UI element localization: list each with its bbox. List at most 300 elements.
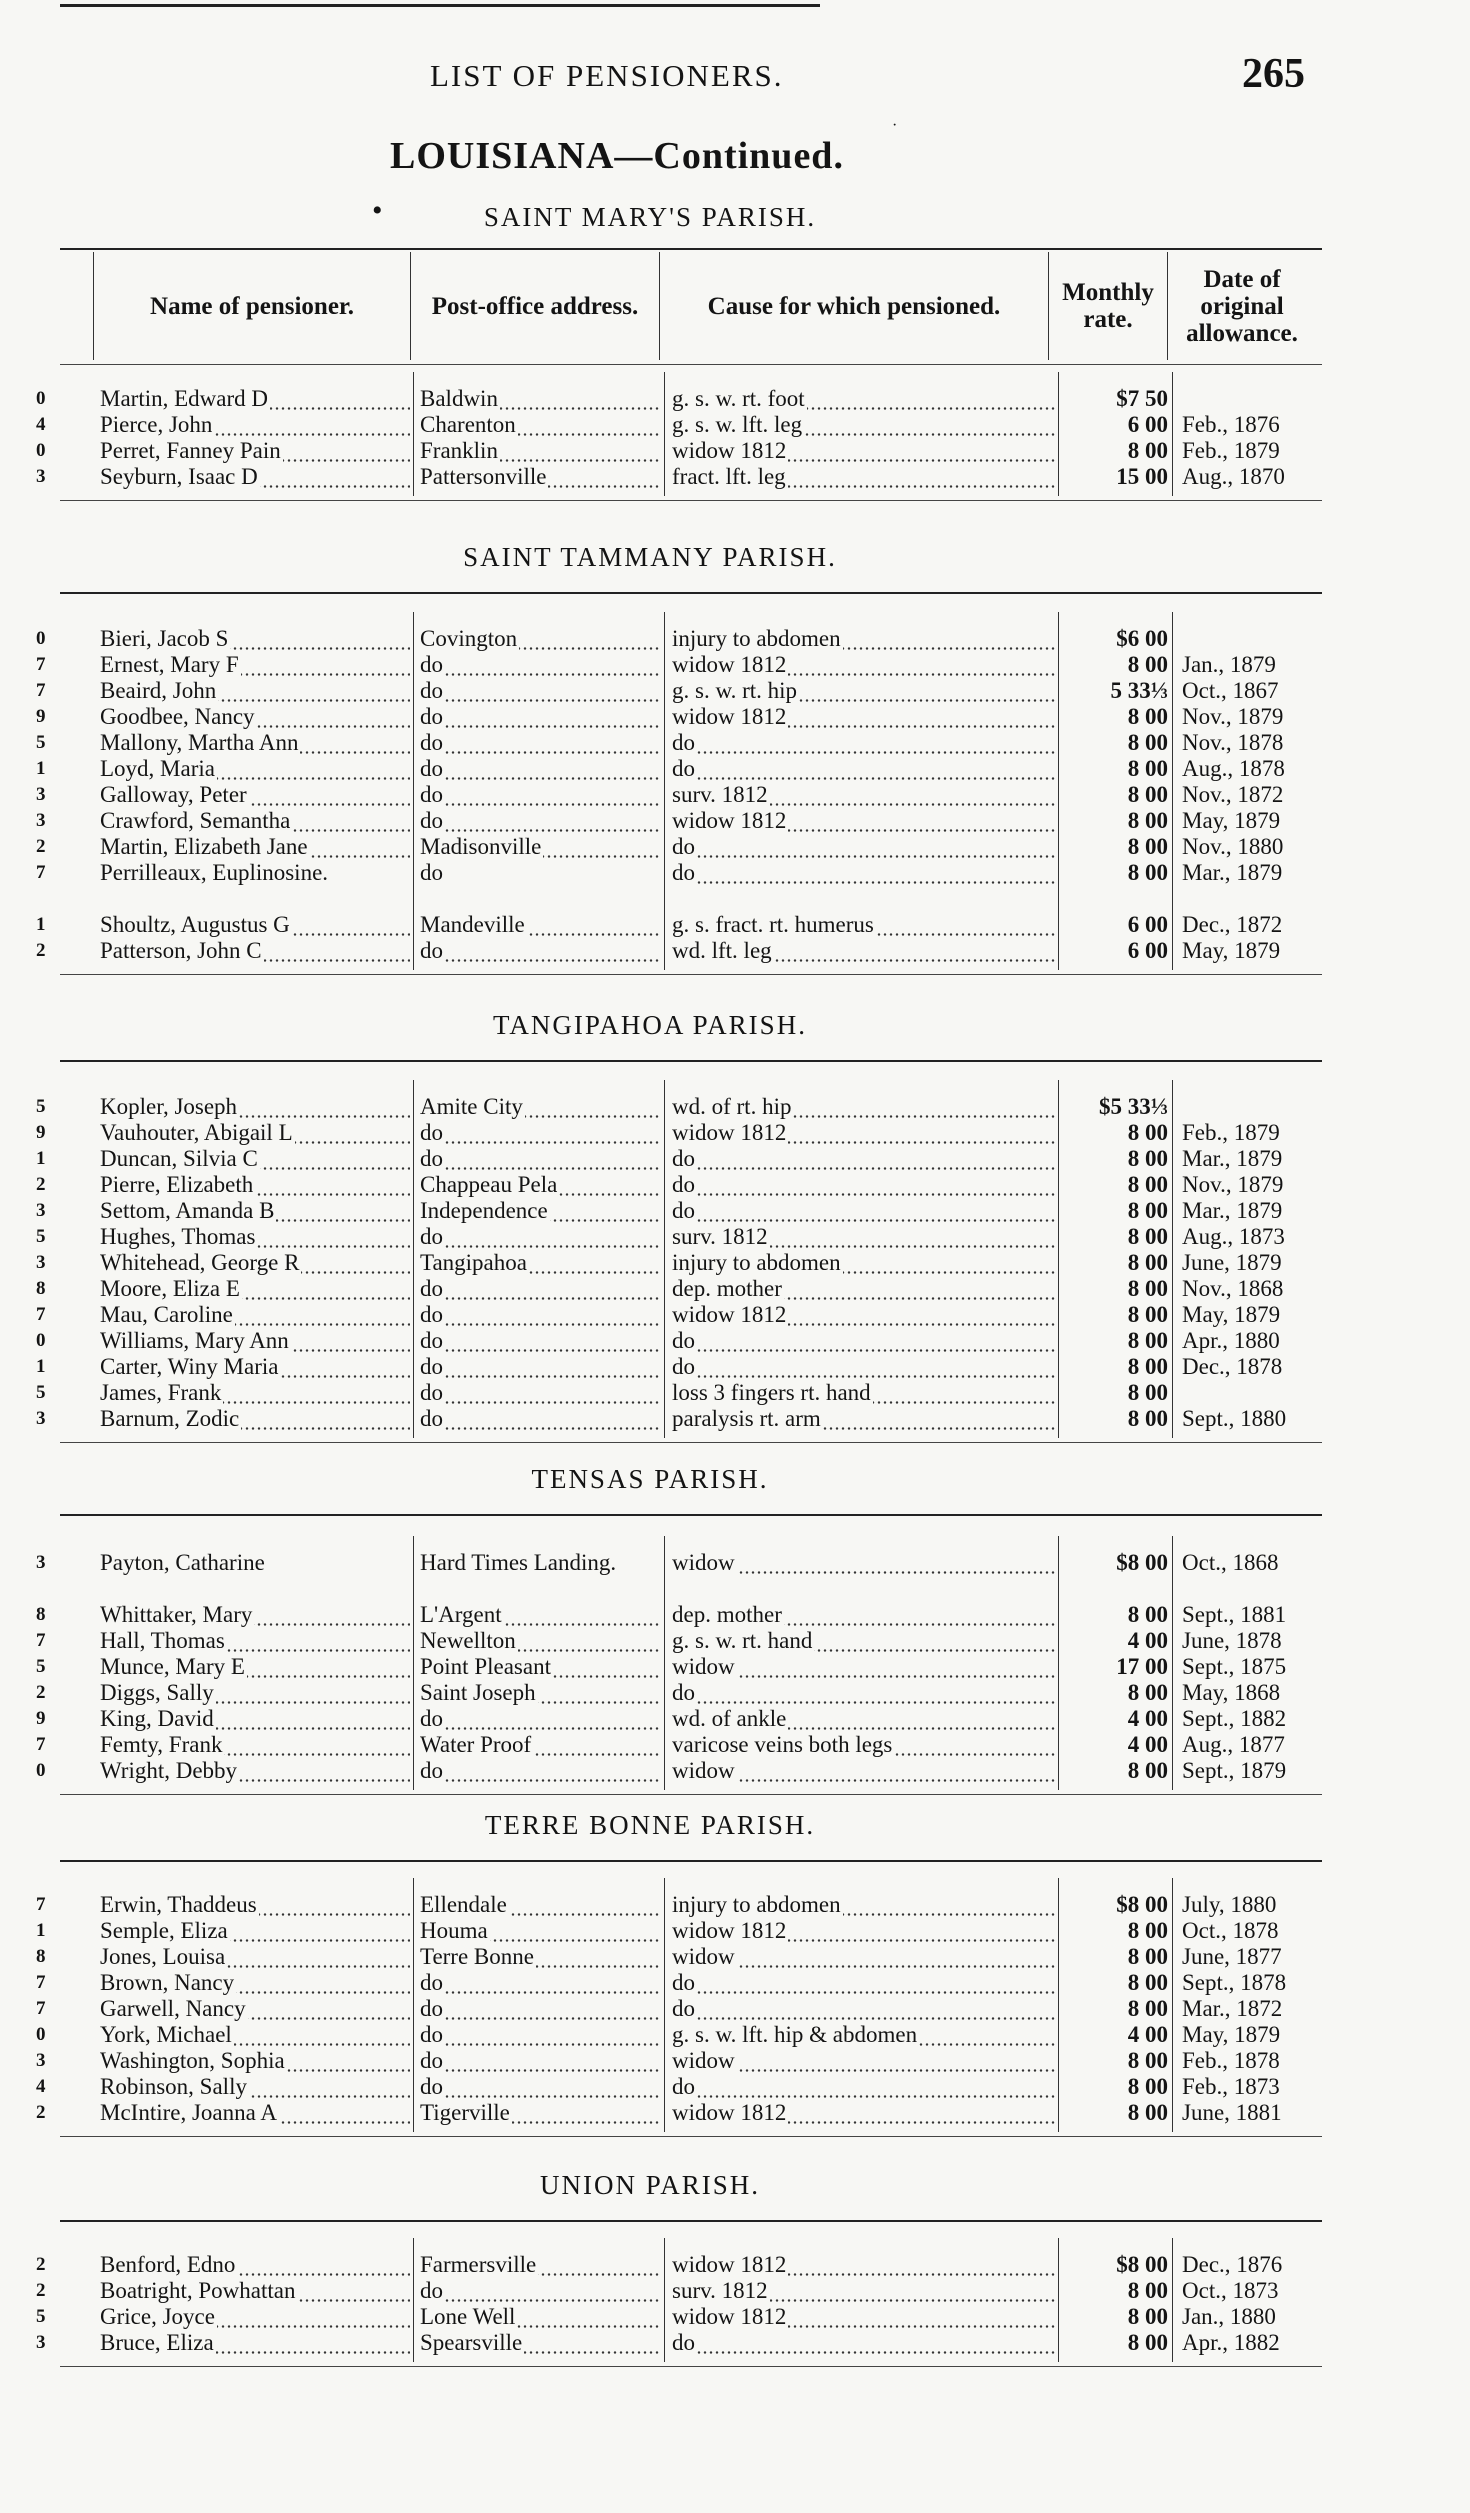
pensioner-name-text: Hughes, Thomas [100, 1224, 256, 1249]
post-office-text: Amite City [420, 1094, 523, 1119]
allowance-date-text: June, 1879 [1182, 1250, 1282, 1275]
post-office-text: Baldwin [420, 386, 498, 411]
post-office [420, 1302, 660, 1328]
monthly-rate-text: 6 00 [1127, 938, 1168, 963]
allowance-date [1182, 912, 1332, 938]
column-divider [413, 372, 414, 496]
entry-number [36, 412, 60, 438]
monthly-rate [1060, 1380, 1168, 1406]
table-row [0, 2022, 1340, 2048]
table-row [0, 1918, 1340, 1944]
pension-cause-text: dep. mother [672, 1602, 782, 1627]
allowance-date-text: June, 1878 [1182, 1628, 1282, 1653]
entry-number [36, 1758, 60, 1784]
monthly-rate [1060, 1970, 1168, 1996]
entry-number-text: 3 [36, 2332, 46, 2353]
post-office [420, 1758, 660, 1784]
allowance-date [1182, 2074, 1332, 2100]
pension-cause [672, 678, 1057, 704]
allowance-date [1182, 1120, 1332, 1146]
table-row [0, 1120, 1340, 1146]
post-office [420, 730, 660, 756]
pensioner-name [100, 1224, 410, 1250]
monthly-rate [1060, 1406, 1168, 1432]
post-office-text: Point Pleasant [420, 1654, 551, 1679]
monthly-rate [1060, 626, 1168, 652]
pension-cause [672, 2100, 1057, 2126]
post-office-text: do [420, 1380, 443, 1405]
post-office-text: do [420, 704, 443, 729]
column-divider [413, 612, 414, 970]
pensioner-name-text: Payton, Catharine [100, 1550, 265, 1575]
monthly-rate-text: 8 00 [1127, 834, 1168, 859]
entry-number-text: 3 [36, 1252, 46, 1273]
entry-number-text: 2 [36, 940, 46, 961]
entry-number [36, 1654, 60, 1680]
post-office [420, 2074, 660, 2100]
monthly-rate-text: 8 00 [1127, 1680, 1168, 1705]
allowance-date [1182, 1224, 1332, 1250]
entry-number-text: 0 [36, 1760, 46, 1781]
entry-number [36, 860, 60, 886]
post-office [420, 386, 660, 412]
table-row [0, 2278, 1340, 2304]
entry-number-text: 2 [36, 2280, 46, 2301]
post-office-text: do [420, 652, 443, 677]
pension-cause [672, 1970, 1057, 1996]
pensioner-name-text: Williams, Mary Ann [100, 1328, 289, 1353]
monthly-rate [1060, 1224, 1168, 1250]
monthly-rate [1060, 1602, 1168, 1628]
table-row [0, 1328, 1340, 1354]
entry-number-text: 5 [36, 1096, 46, 1117]
pension-cause-text: g. s. w. rt. hip [672, 678, 798, 703]
post-office [420, 2252, 660, 2278]
entry-number-text: 1 [36, 1920, 46, 1941]
allowance-date-text: Nov., 1868 [1182, 1276, 1284, 1301]
section-top-rule [60, 1060, 1322, 1062]
table-row [0, 1892, 1340, 1918]
post-office [420, 1328, 660, 1354]
pensioner-name [100, 438, 410, 464]
entry-number [36, 1406, 60, 1432]
table-row [0, 1224, 1340, 1250]
allowance-date [1182, 1996, 1332, 2022]
monthly-rate [1060, 704, 1168, 730]
pensioner-name [100, 626, 410, 652]
entry-number-text: 3 [36, 784, 46, 805]
pension-cause [672, 860, 1057, 886]
pensioner-name [100, 1380, 410, 1406]
column-divider [664, 1536, 665, 1790]
pension-cause [672, 1120, 1057, 1146]
monthly-rate [1060, 1250, 1168, 1276]
table-row [0, 912, 1340, 938]
post-office-text: do [420, 1758, 443, 1783]
table-row [0, 1094, 1340, 1120]
pension-cause-text: injury to abdomen [672, 1250, 841, 1275]
column-divider [1058, 372, 1059, 496]
post-office [420, 2330, 660, 2356]
monthly-rate [1060, 938, 1168, 964]
pension-cause [672, 1602, 1057, 1628]
allowance-date-text: Jan., 1880 [1182, 2304, 1276, 2329]
table-row [0, 386, 1340, 412]
entry-number [36, 808, 60, 834]
allowance-date [1182, 2278, 1332, 2304]
post-office-text: do [420, 860, 443, 885]
post-office-text: do [420, 938, 443, 963]
post-office-text: do [420, 1276, 443, 1301]
pensioner-name [100, 1758, 410, 1784]
table-row [0, 1996, 1340, 2022]
allowance-date-text: Feb., 1873 [1182, 2074, 1280, 2099]
pension-cause-text: do [672, 1996, 695, 2021]
entry-number [36, 2074, 60, 2100]
pensioner-name-text: Duncan, Silvia C [100, 1146, 258, 1171]
allowance-date [1182, 1892, 1332, 1918]
allowance-date-text: Aug., 1878 [1182, 756, 1285, 781]
table-row [0, 1380, 1340, 1406]
post-office [420, 808, 660, 834]
entry-number [36, 1354, 60, 1380]
table-row [0, 2074, 1340, 2100]
monthly-rate-text: $8 00 [1116, 1550, 1168, 1575]
pension-cause-text: widow 1812 [672, 438, 787, 463]
monthly-rate [1060, 412, 1168, 438]
entry-number-text: 0 [36, 2024, 46, 2045]
pension-cause-text: widow 1812 [672, 1120, 787, 1145]
pensioner-name-text: Patterson, John C [100, 938, 262, 963]
post-office-text: Covington [420, 626, 518, 651]
entry-number [36, 1732, 60, 1758]
post-office [420, 1944, 660, 1970]
post-office [420, 2304, 660, 2330]
pension-cause [672, 1892, 1057, 1918]
entry-number-text: 3 [36, 1200, 46, 1221]
post-office-text: do [420, 1146, 443, 1171]
entry-number-text: 7 [36, 1998, 46, 2019]
monthly-rate [1060, 1302, 1168, 1328]
allowance-date [1182, 1354, 1332, 1380]
monthly-rate-text: 8 00 [1127, 704, 1168, 729]
post-office [420, 2100, 660, 2126]
section-bottom-rule [60, 974, 1322, 975]
monthly-rate-text: $5 33⅓ [1099, 1094, 1168, 1119]
entry-number-text: 9 [36, 706, 46, 727]
pension-cause [672, 1996, 1057, 2022]
monthly-rate [1060, 1680, 1168, 1706]
entry-number [36, 2278, 60, 2304]
monthly-rate-text: 8 00 [1127, 1758, 1168, 1783]
entry-number [36, 1172, 60, 1198]
pension-cause-text: fract. lft. leg [672, 464, 786, 489]
post-office-text: do [420, 1120, 443, 1145]
monthly-rate-text: 8 00 [1127, 1250, 1168, 1275]
allowance-date [1182, 1918, 1332, 1944]
allowance-date [1182, 2100, 1332, 2126]
monthly-rate-text: $6 00 [1116, 626, 1168, 651]
monthly-rate [1060, 1892, 1168, 1918]
table-row [0, 412, 1340, 438]
table-row [0, 2330, 1340, 2356]
header-top-rule [60, 248, 1322, 250]
allowance-date-text: Oct., 1878 [1182, 1918, 1279, 1943]
pensioner-name-text: Washington, Sophia [100, 2048, 285, 2073]
monthly-rate-text: 8 00 [1127, 1944, 1168, 1969]
allowance-date-text: Sept., 1881 [1182, 1602, 1287, 1627]
column-divider [1172, 1536, 1173, 1790]
entry-number [36, 652, 60, 678]
pension-cause [672, 1732, 1057, 1758]
pensioner-name [100, 412, 410, 438]
allowance-date-text: Nov., 1879 [1182, 1172, 1284, 1197]
allowance-date [1182, 2252, 1332, 2278]
column-divider [1172, 612, 1173, 970]
pensioner-name [100, 1198, 410, 1224]
entry-number-text: 3 [36, 1408, 46, 1429]
pension-cause [672, 1706, 1057, 1732]
post-office-text: Mandeville [420, 912, 525, 937]
pensioner-name-text: Brown, Nancy [100, 1970, 235, 1995]
column-divider [1058, 612, 1059, 970]
column-divider [1172, 372, 1173, 496]
entry-number [36, 2252, 60, 2278]
pensioner-name-text: Erwin, Thaddeus [100, 1892, 257, 1917]
post-office [420, 464, 660, 490]
table-row [0, 678, 1340, 704]
post-office-text: Ellendale [420, 1892, 507, 1917]
allowance-date [1182, 1758, 1332, 1784]
state-title: LOUISIANA—Continued. [390, 135, 844, 177]
pension-cause-text: do [672, 1328, 695, 1353]
parish-title: TERRE BONNE PARISH. [484, 1810, 816, 1840]
pension-cause-text: widow [672, 2048, 735, 2073]
monthly-rate-text: 8 00 [1127, 1970, 1168, 1995]
pension-cause-text: do [672, 1354, 695, 1379]
allowance-date-text: Aug., 1870 [1182, 464, 1285, 489]
allowance-date [1182, 1146, 1332, 1172]
table-row [0, 1602, 1340, 1628]
pension-cause-text: surv. 1812 [672, 1224, 768, 1249]
pensioner-name-text: Bruce, Eliza [100, 2330, 214, 2355]
entry-number-text: 5 [36, 1656, 46, 1677]
monthly-rate-text: 8 00 [1127, 1328, 1168, 1353]
section-bottom-rule [60, 500, 1322, 501]
monthly-rate-text: 8 00 [1127, 2278, 1168, 2303]
pension-cause [672, 1628, 1057, 1654]
monthly-rate-text: 8 00 [1127, 2100, 1168, 2125]
allowance-date [1182, 1276, 1332, 1302]
pension-cause-text: widow 1812 [672, 1918, 787, 1943]
post-office-text: do [420, 2074, 443, 2099]
pension-cause [672, 1224, 1057, 1250]
entry-number [36, 1628, 60, 1654]
allowance-date-text: Jan., 1879 [1182, 652, 1276, 677]
column-divider [413, 1080, 414, 1438]
entry-number-text: 8 [36, 1278, 46, 1299]
allowance-date-text: May, 1879 [1182, 2022, 1281, 2047]
column-divider [1058, 1080, 1059, 1438]
pensioner-name-text: Beaird, John [100, 678, 217, 703]
pensioner-name [100, 1892, 410, 1918]
table-row [0, 1302, 1340, 1328]
post-office-text: do [420, 782, 443, 807]
allowance-date-text: June, 1877 [1182, 1944, 1282, 1969]
entry-number [36, 1680, 60, 1706]
pensioner-name-text: Ernest, Mary F [100, 652, 239, 677]
pension-cause [672, 912, 1057, 938]
monthly-rate-text: 8 00 [1127, 1224, 1168, 1249]
pensioner-name-text: Grice, Joyce [100, 2304, 215, 2329]
entry-number [36, 1328, 60, 1354]
entry-number [36, 730, 60, 756]
allowance-date-text: Dec., 1876 [1182, 2252, 1283, 2277]
pensioner-name [100, 1550, 410, 1602]
table-row [0, 1758, 1340, 1784]
allowance-date [1182, 1198, 1332, 1224]
allowance-date-text: Mar., 1879 [1182, 1198, 1283, 1223]
pension-cause-text: surv. 1812 [672, 782, 768, 807]
entry-number-text: 9 [36, 1122, 46, 1143]
post-office-text: Chappeau Pela [420, 1172, 558, 1197]
post-office [420, 1094, 660, 1120]
entry-number-text: 1 [36, 1148, 46, 1169]
entry-number-text: 1 [36, 914, 46, 935]
table-row [0, 1654, 1340, 1680]
post-office [420, 1224, 660, 1250]
monthly-rate [1060, 1996, 1168, 2022]
post-office-text: do [420, 808, 443, 833]
entry-number-text: 1 [36, 1356, 46, 1377]
parish-rows [0, 626, 1340, 964]
entry-number-text: 3 [36, 466, 46, 487]
allowance-date [1182, 1970, 1332, 1996]
monthly-rate [1060, 1146, 1168, 1172]
pension-cause [672, 2330, 1057, 2356]
pensioner-name [100, 860, 410, 912]
entry-number-text: 0 [36, 628, 46, 649]
pensioner-name [100, 1918, 410, 1944]
parish-rows [0, 2252, 1340, 2356]
pensioner-name [100, 1120, 410, 1146]
pensioner-name-text: Wright, Debby [100, 1758, 238, 1783]
pensioner-name [100, 1302, 410, 1328]
post-office [420, 2022, 660, 2048]
pensioner-name-text: Perret, Fanney Pain [100, 438, 281, 463]
post-office [420, 652, 660, 678]
monthly-rate-text: 8 00 [1127, 1146, 1168, 1171]
post-office [420, 938, 660, 964]
entry-number [36, 1224, 60, 1250]
pensioner-name [100, 2278, 410, 2304]
monthly-rate [1060, 1918, 1168, 1944]
post-office-text: Independence [420, 1198, 548, 1223]
table-row [0, 1680, 1340, 1706]
pension-cause [672, 1146, 1057, 1172]
pensioner-name-text: Shoultz, Augustus G [100, 912, 290, 937]
post-office [420, 1380, 660, 1406]
entry-number-text: 2 [36, 2254, 46, 2275]
pension-cause [672, 2022, 1057, 2048]
post-office [420, 2278, 660, 2304]
header-cause: Cause for which pensioned. [660, 252, 1049, 360]
pension-cause-text: g. s. w. rt. hand [672, 1628, 813, 1653]
monthly-rate-text: $8 00 [1116, 1892, 1168, 1917]
monthly-rate-text: 8 00 [1127, 1172, 1168, 1197]
pension-cause [672, 1172, 1057, 1198]
monthly-rate [1060, 730, 1168, 756]
table-row [0, 438, 1340, 464]
pensioner-name-text: Boatright, Powhattan [100, 2278, 296, 2303]
entry-number-text: 5 [36, 1382, 46, 1403]
pensioner-name [100, 1732, 410, 1758]
monthly-rate [1060, 782, 1168, 808]
allowance-date-text: Apr., 1880 [1182, 1328, 1280, 1353]
monthly-rate [1060, 756, 1168, 782]
monthly-rate [1060, 386, 1168, 412]
pensioner-name [100, 2304, 410, 2330]
post-office-text: do [420, 1706, 443, 1731]
pensioner-name [100, 834, 410, 860]
post-office [420, 1732, 660, 1758]
pension-cause-text: loss 3 fingers rt. hand [672, 1380, 871, 1405]
post-office-text: Spearsville [420, 2330, 523, 2355]
post-office [420, 860, 660, 912]
post-office-text: do [420, 678, 443, 703]
pension-cause [672, 1302, 1057, 1328]
allowance-date-text: Sept., 1880 [1182, 1406, 1287, 1431]
pension-cause-text: dep. mother [672, 1276, 782, 1301]
post-office [420, 756, 660, 782]
allowance-date [1182, 938, 1332, 964]
entry-number-text: 8 [36, 1946, 46, 1967]
post-office-text: Madisonville [420, 834, 542, 859]
monthly-rate-text: 8 00 [1127, 2048, 1168, 2073]
entry-number [36, 756, 60, 782]
allowance-date [1182, 756, 1332, 782]
allowance-date-text: Oct., 1867 [1182, 678, 1279, 703]
parish-rows [0, 1094, 1340, 1432]
allowance-date-text: Aug., 1873 [1182, 1224, 1285, 1249]
table-row [0, 1732, 1340, 1758]
entry-number [36, 938, 60, 964]
monthly-rate [1060, 1758, 1168, 1784]
post-office-text: Water Proof [420, 1732, 532, 1757]
pensioner-name [100, 1654, 410, 1680]
pensioner-name [100, 912, 410, 938]
section-top-rule [60, 592, 1322, 594]
pension-cause-text: do [672, 756, 695, 781]
monthly-rate [1060, 1094, 1168, 1120]
running-title: LIST OF PENSIONERS. [430, 58, 784, 93]
pensioner-name [100, 2252, 410, 2278]
pension-cause [672, 1550, 1057, 1576]
parish-rows [0, 1892, 1340, 2126]
pension-cause-text: g. s. w. lft. leg [672, 412, 803, 437]
section-top-rule [60, 1860, 1322, 1862]
post-office [420, 1970, 660, 1996]
post-office-text: do [420, 1302, 443, 1327]
pension-cause-text: widow 1812 [672, 2252, 787, 2277]
pensioner-name [100, 2330, 410, 2356]
pension-cause [672, 1918, 1057, 1944]
parish-title: TENSAS PARISH. [531, 1464, 769, 1494]
section-bottom-rule [60, 2136, 1322, 2137]
pensioner-name-text: Robinson, Sally [100, 2074, 247, 2099]
pensioner-name [100, 1328, 410, 1354]
post-office-text: do [420, 730, 443, 755]
